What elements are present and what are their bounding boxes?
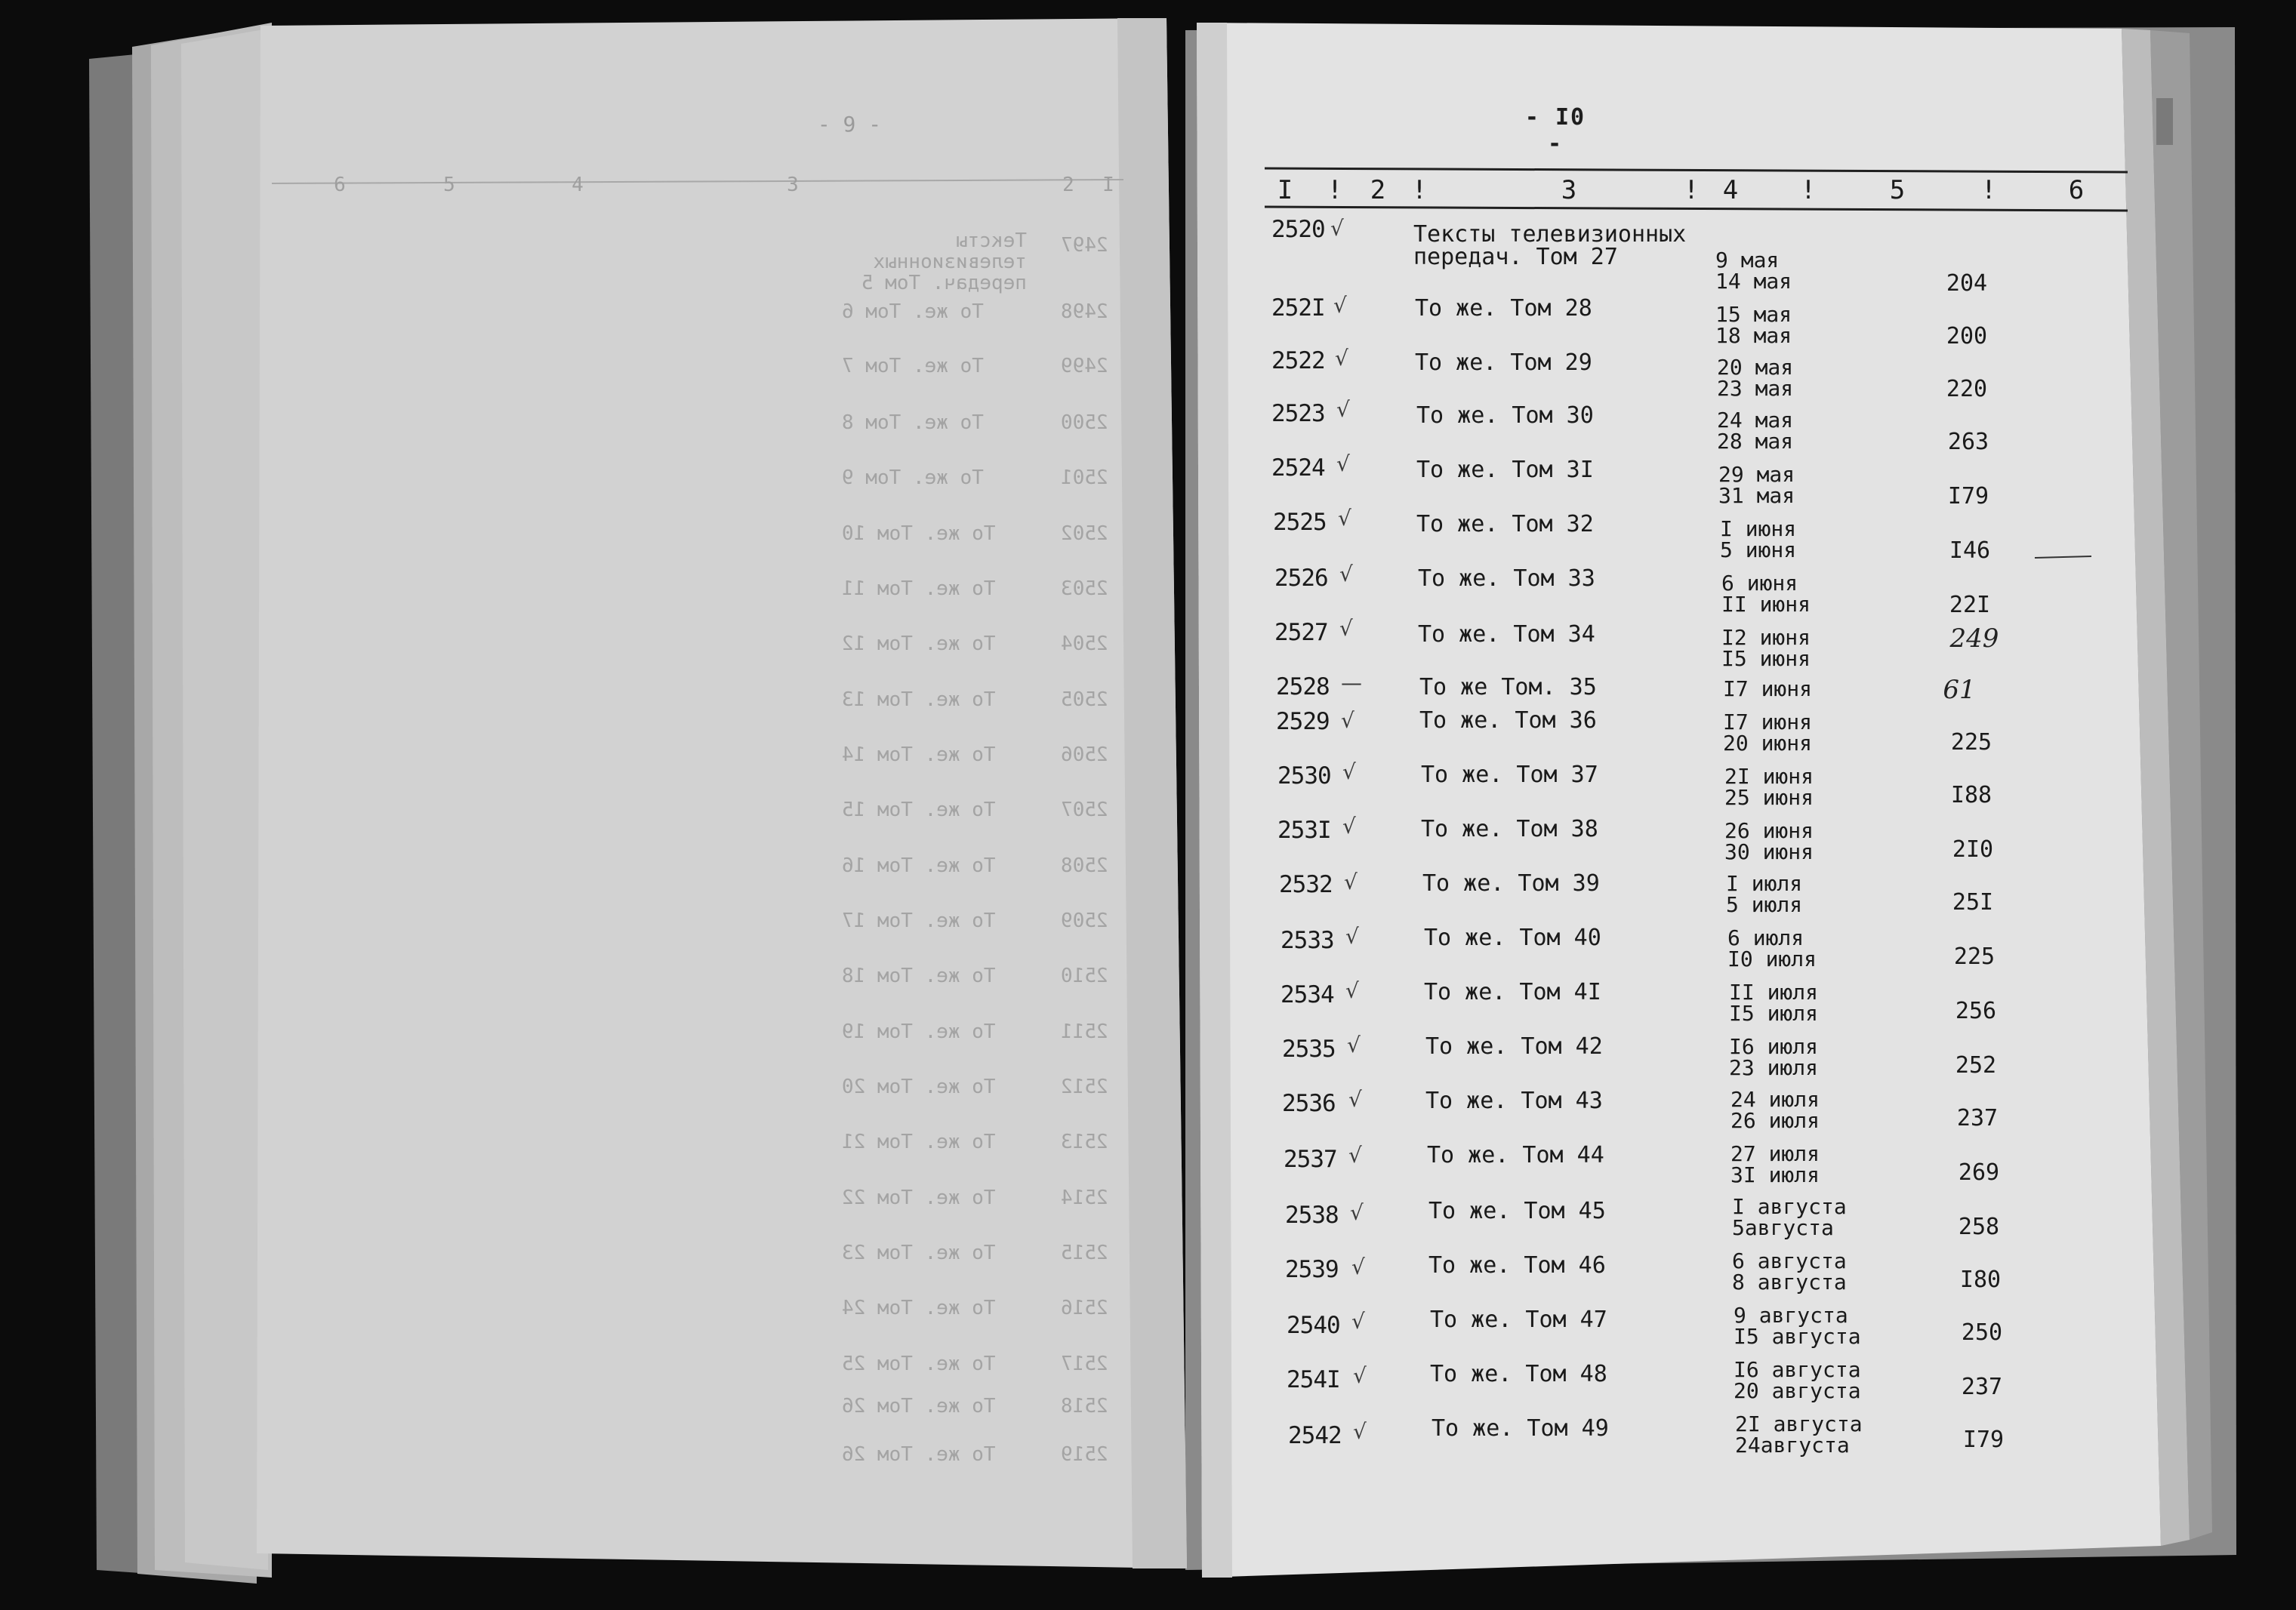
row-title: То же. Том 46 (1428, 1252, 1606, 1279)
left-entry-no: 2504 (1061, 633, 1108, 655)
date-start: 27 июля (1730, 1141, 1820, 1166)
check-mark-icon: √ (1336, 451, 1350, 476)
check-mark-icon: √ (1336, 397, 1350, 422)
header-col-5: 5 (1889, 175, 1906, 205)
row-number: 2530 (1277, 762, 1331, 790)
left-entry-title: То же. Том 24 (842, 1297, 996, 1319)
row-title: То же. Том 39 (1422, 870, 1600, 897)
left-header-col-2: 2 (1062, 174, 1074, 196)
left-entry-title: То же. Том 16 (842, 854, 996, 877)
page-count-handwritten: 61 (1943, 675, 1976, 705)
row-number: 2527 (1274, 619, 1328, 646)
row-number: 2529 (1276, 708, 1330, 735)
left-entry-title: То же. Том 9 (842, 466, 984, 489)
check-mark-icon: √ (1351, 1309, 1365, 1334)
header-sep: ! (1800, 175, 1817, 205)
right-page-number: - I0 - (1524, 104, 1586, 157)
row-title: То же. Том 47 (1430, 1307, 1607, 1333)
date-start: I7 июня (1723, 710, 1813, 734)
page-count: 237 (1956, 1105, 1999, 1131)
page-count: 252 (1955, 1052, 1997, 1079)
date-start: 24 июля (1730, 1087, 1820, 1112)
row-number: 2532 (1279, 871, 1333, 898)
header-sep: ! (1411, 175, 1428, 205)
date-start: I июня (1720, 516, 1797, 541)
row-title: То же. Том 42 (1425, 1033, 1603, 1060)
row-number: 252I (1271, 294, 1325, 322)
date-end: 26 июля (1730, 1108, 1820, 1133)
left-entry-title: То же. Том 14 (842, 743, 996, 766)
page-count: 269 (1958, 1159, 2000, 1186)
left-entry-no: 2518 (1061, 1395, 1108, 1418)
check-mark-icon: √ (1339, 562, 1353, 586)
page-count: 220 (1946, 376, 1988, 402)
left-entry-title: То же. Том 23 (842, 1242, 996, 1264)
date-start: 6 августа (1732, 1248, 1847, 1273)
row-title: То же. Том 45 (1428, 1198, 1606, 1224)
row-title: Тексты телевизионных (1413, 221, 1687, 248)
left-entry-title: Тексты телевизионных передач. Том 5 (861, 229, 1027, 294)
date-end: 23 мая (1717, 376, 1794, 401)
check-mark-icon: √ (1330, 216, 1344, 241)
page-count: I79 (1962, 1427, 2005, 1453)
row-title: То же. Том 44 (1427, 1142, 1604, 1168)
left-entry-no: 2517 (1061, 1353, 1108, 1375)
row-number: 253I (1277, 817, 1331, 844)
row-number: 2537 (1284, 1146, 1337, 1173)
left-entry-title: То же. Том 21 (842, 1131, 996, 1153)
left-entry-no: 2499 (1061, 355, 1108, 377)
page-count: 225 (1953, 944, 1996, 970)
left-entry-no: 2498 (1061, 300, 1108, 323)
date-end: II июня (1721, 592, 1811, 617)
page-count: I46 (1949, 537, 1991, 564)
date-start: 9 мая (1715, 248, 1780, 272)
row-title: То же. Том 40 (1424, 925, 1601, 951)
header-col-6: 6 (2068, 175, 2085, 205)
left-entry-title: То же. Том 19 (842, 1020, 996, 1043)
page-count: 263 (1947, 429, 1989, 455)
row-title: То же. Том 30 (1416, 402, 1594, 429)
header-col-2: 2 (1370, 175, 1386, 205)
row-number: 2535 (1282, 1036, 1336, 1063)
row-title-line2: передач. Том 27 (1413, 244, 1618, 270)
row-title: То же. Том 36 (1419, 707, 1597, 734)
header-sep: ! (1980, 175, 1997, 205)
row-number: 2528 (1276, 673, 1330, 700)
page-count: I88 (1950, 782, 1992, 808)
left-entry-title: То же. Том 15 (842, 799, 996, 821)
left-entry-title: То же. Том 26 (842, 1443, 996, 1466)
page-count: 256 (1955, 998, 1997, 1024)
date-start: I7 июня (1723, 676, 1813, 701)
left-entry-no: 2500 (1061, 411, 1108, 434)
date-end: I5 августа (1734, 1324, 1861, 1349)
left-entry-title: То же. Том 7 (842, 355, 984, 377)
check-mark-icon: √ (1338, 506, 1351, 531)
row-title: То же. Том 33 (1418, 565, 1595, 592)
date-start: I6 августа (1734, 1357, 1861, 1382)
left-entry-no: 2506 (1061, 743, 1108, 766)
date-end: 20 июня (1723, 731, 1813, 756)
row-number: 2522 (1271, 347, 1325, 374)
check-mark-icon: √ (1342, 759, 1356, 784)
date-start: 6 июня (1721, 571, 1798, 596)
check-mark-icon: √ (1345, 924, 1359, 949)
left-header-col-6: 6 (334, 174, 346, 196)
row-number: 2542 (1288, 1422, 1342, 1449)
row-number: 2524 (1271, 454, 1325, 482)
row-title: То же. Том 43 (1425, 1088, 1603, 1114)
left-entry-title: То же. Том 20 (842, 1076, 996, 1098)
date-end: 18 мая (1715, 323, 1792, 348)
page-count: 225 (1950, 729, 1992, 756)
date-end: 24августа (1735, 1433, 1850, 1458)
row-title: То же. Том 49 (1432, 1415, 1609, 1442)
check-mark-icon: √ (1350, 1200, 1364, 1225)
page-count: 204 (1946, 270, 1988, 297)
left-header-col-1: I (1102, 174, 1114, 196)
row-number: 2523 (1271, 400, 1325, 427)
left-entry-title: То же. Том 17 (842, 910, 996, 932)
left-entry-no: 2510 (1061, 965, 1108, 987)
date-start: 2I июня (1724, 764, 1814, 789)
date-end: 8 августа (1732, 1270, 1847, 1294)
page-count: I80 (1959, 1267, 2002, 1293)
check-mark-icon: √ (1339, 616, 1353, 641)
left-entry-no: 2511 (1061, 1020, 1108, 1043)
date-start: 24 мая (1717, 408, 1794, 433)
left-entry-no: 2509 (1061, 910, 1108, 932)
page-count: 2I0 (1952, 836, 1994, 863)
left-entry-title: То же. Том 10 (842, 522, 996, 545)
date-end: I5 июля (1729, 1001, 1819, 1026)
page-count: 250 (1961, 1319, 2003, 1346)
date-end: 30 июня (1724, 839, 1814, 864)
check-mark-icon: √ (1347, 1033, 1361, 1057)
dash-mark-icon: — (1341, 670, 1362, 695)
left-entry-no: 2519 (1061, 1443, 1108, 1466)
check-mark-icon: √ (1345, 978, 1359, 1003)
row-number: 254I (1287, 1366, 1340, 1393)
date-start: I6 июля (1729, 1034, 1819, 1059)
row-title: То же. Том 48 (1430, 1361, 1607, 1387)
left-header-col-3: 3 (787, 174, 799, 196)
left-entry-no: 2516 (1061, 1297, 1108, 1319)
date-end: 28 мая (1717, 429, 1794, 454)
date-end: 5 июня (1720, 537, 1797, 562)
date-end: 23 июля (1729, 1055, 1819, 1080)
date-end: 14 мая (1715, 269, 1792, 294)
date-end: I0 июля (1727, 947, 1817, 971)
row-title: То же. Том 28 (1415, 295, 1592, 322)
row-number: 2520 (1271, 216, 1325, 243)
row-title: То же Том. 35 (1419, 674, 1597, 700)
row-number: 2526 (1274, 565, 1328, 592)
row-title: То же. Том 37 (1421, 762, 1598, 788)
left-entry-no: 2505 (1061, 688, 1108, 711)
date-end: 5 июля (1726, 892, 1803, 917)
row-title: То же. Том 32 (1416, 511, 1594, 537)
check-mark-icon: √ (1333, 293, 1347, 318)
page-count: 200 (1946, 323, 1988, 349)
left-entry-no: 2514 (1061, 1187, 1108, 1209)
date-start: 9 августа (1734, 1303, 1848, 1328)
row-number: 2540 (1287, 1312, 1340, 1339)
page-count: 25I (1952, 889, 1994, 916)
date-start: I июля (1726, 871, 1803, 896)
date-start: I2 июня (1721, 625, 1811, 650)
left-header-col-5: 5 (443, 174, 455, 196)
row-number: 2534 (1281, 981, 1334, 1008)
row-title: То же. Том 34 (1418, 621, 1595, 648)
check-mark-icon: √ (1348, 1143, 1362, 1168)
left-entry-no: 2507 (1061, 799, 1108, 821)
check-mark-icon: √ (1342, 814, 1356, 839)
left-entry-no: 2502 (1061, 522, 1108, 545)
row-number: 2525 (1273, 509, 1327, 536)
left-page-number: - 9 - (817, 112, 882, 137)
date-end: 25 июня (1724, 785, 1814, 810)
header-col-1: I (1277, 175, 1293, 205)
date-start: 2I августа (1735, 1411, 1863, 1436)
row-title: То же. Том 3I (1416, 457, 1594, 483)
left-entry-no: 2512 (1061, 1076, 1108, 1098)
left-entry-title: То же. Том 8 (842, 411, 984, 434)
header-sep: ! (1683, 175, 1700, 205)
page-count: I79 (1947, 483, 1989, 509)
page-count: 22I (1949, 592, 1991, 618)
left-entry-title: То же. Том 13 (842, 688, 996, 711)
row-number: 2536 (1282, 1090, 1336, 1117)
row-title: То же. Том 38 (1421, 816, 1598, 842)
date-start: II июля (1729, 980, 1819, 1005)
left-entry-title: То же. Том 12 (842, 633, 996, 655)
check-mark-icon: √ (1353, 1419, 1367, 1444)
check-mark-icon: √ (1335, 346, 1348, 371)
left-entry-title: То же. Том 26 (842, 1395, 996, 1418)
page-count: 237 (1961, 1374, 2003, 1400)
check-mark-icon: √ (1353, 1363, 1367, 1388)
row-title: То же. Том 29 (1415, 349, 1592, 376)
check-mark-icon: √ (1341, 708, 1354, 733)
row-number: 2539 (1285, 1256, 1339, 1283)
header-col-4: 4 (1722, 175, 1739, 205)
left-header-col-4: 4 (572, 174, 584, 196)
date-end: 20 августа (1734, 1378, 1861, 1403)
check-mark-icon: √ (1344, 870, 1358, 894)
left-entry-no: 2497 (1061, 234, 1108, 257)
page-count-handwritten: 249 (1949, 623, 1999, 654)
left-entry-title: То же. Том 18 (842, 965, 996, 987)
check-mark-icon: √ (1351, 1254, 1365, 1279)
page-count: 258 (1958, 1214, 2000, 1240)
row-title: То же. Том 4I (1424, 979, 1601, 1005)
date-start: 15 мая (1715, 302, 1792, 327)
header-col-3: 3 (1561, 175, 1577, 205)
left-entry-no: 2503 (1061, 577, 1108, 600)
left-entry-no: 2513 (1061, 1131, 1108, 1153)
left-entry-no: 2515 (1061, 1242, 1108, 1264)
left-entry-no: 2501 (1061, 466, 1108, 489)
header-sep: ! (1327, 175, 1343, 205)
row-number: 2538 (1285, 1202, 1339, 1229)
date-end: I5 июня (1721, 646, 1811, 671)
left-entry-no: 2508 (1061, 854, 1108, 877)
date-start: 20 мая (1717, 355, 1794, 380)
date-start: 26 июня (1724, 818, 1814, 843)
date-start: 29 мая (1718, 462, 1795, 487)
left-entry-title: То же. Том 22 (842, 1187, 996, 1209)
date-start: 6 июля (1727, 925, 1804, 950)
left-entry-title: То же. Том 6 (842, 300, 984, 323)
left-entry-title: То же. Том 11 (842, 577, 996, 600)
left-entry-title: То же. Том 25 (842, 1353, 996, 1375)
row-number: 2533 (1281, 927, 1334, 954)
date-end: 5августа (1732, 1215, 1834, 1240)
check-mark-icon: √ (1348, 1087, 1362, 1112)
date-end: 31 мая (1718, 483, 1795, 508)
date-start: I августа (1732, 1194, 1847, 1219)
date-end: 3I июля (1730, 1162, 1820, 1187)
